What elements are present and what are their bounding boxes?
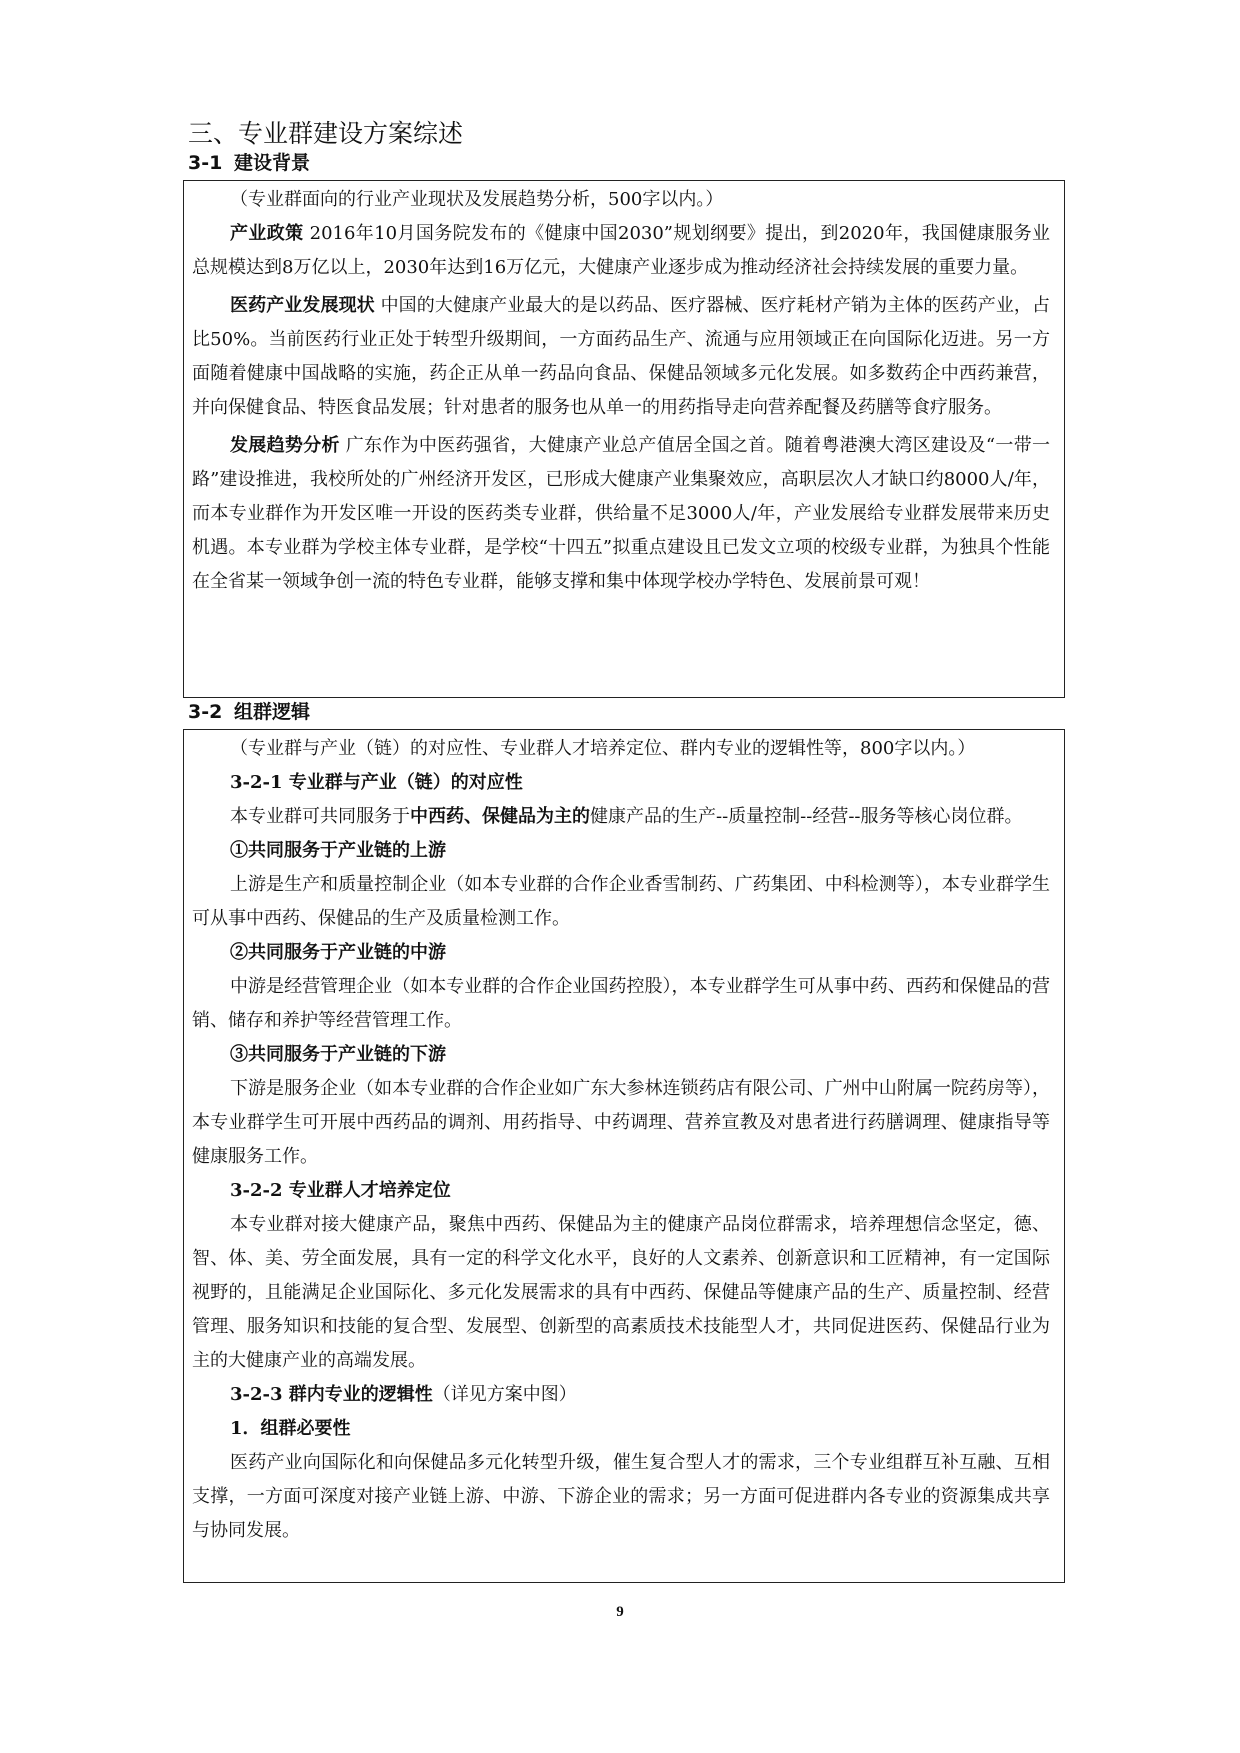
paragraph-lead: 产业政策 [230, 223, 304, 244]
paragraph-service-chain [192, 800, 1050, 834]
page-number: 9 [616, 1604, 624, 1620]
subsection-title: 组群逻辑 [234, 701, 311, 723]
section-title: 三、专业群建设方案综述 [188, 119, 464, 148]
heading-necessity: 1．组群必要性 [230, 1418, 351, 1439]
heading-midstream: ②共同服务于产业链的中游 [230, 942, 446, 963]
paragraph-midstream: 中游是经营管理企业（如本专业群的合作企业国药控股），本专业群学生可从事中药、西药和保健品的营销、储存和养护等经营管理工作。 [192, 976, 1050, 1031]
box-note: （专业群面向的行业产业现状及发展趋势分析，500字以内。） [230, 189, 724, 210]
paragraph-trend-analysis [192, 429, 1050, 599]
paragraph-lead: 发展趋势分析 [230, 435, 340, 456]
background-text-box [183, 180, 1065, 698]
group-logic-text-box [183, 729, 1065, 1583]
heading-3-2-3 [192, 1378, 1050, 1412]
paragraph-necessity: 医药产业向国际化和向保健品多元化转型升级，催生复合型人才的需求，三个专业组群互补互融、互相支撑，一方面可深度对接产业链上游、中游、下游企业的需求；另一方面可促进群内各专业的资源集成共享与协同发展。 [192, 1452, 1050, 1541]
subsection-number: 3-2 [188, 701, 223, 723]
heading-upstream: ①共同服务于产业链的上游 [230, 840, 446, 861]
heading-text: 3-2-3 群内专业的逻辑性 [230, 1384, 433, 1405]
heading-downstream: ③共同服务于产业链的下游 [230, 1044, 446, 1065]
paragraph-talent-positioning: 本专业群对接大健康产品，聚焦中西药、保健品为主的健康产品岗位群需求，培养理想信念坚定，德、智、体、美、劳全面发展，具有一定的科学文化水平，良好的人文素养、创新意识和工匠精神，有一定国际视野的，且能满足企业国际化、多元化发展需求的具有中西药、保健品等健康产品的生产、质量控制、经营管理、服务知识和技能的复合型、发展型、创新型的高素质技术技能型人才，共同促进医药、保健品行业为主的大健康产业的高端发展。 [192, 1214, 1050, 1371]
paragraph-upstream: 上游是生产和质量控制企业（如本专业群的合作企业香雪制药、广药集团、中科检测等），本专业群学生可从事中西药、保健品的生产及质量检测工作。 [192, 874, 1050, 929]
heading-3-2-1: 3-2-1 专业群与产业（链）的对应性 [230, 772, 523, 793]
paragraph-text: 健康产品的生产--质量控制--经营--服务等核心岗位群。 [590, 806, 1023, 827]
subsection-title: 建设背景 [234, 152, 311, 174]
paragraph-text: 本专业群可共同服务于 [230, 806, 410, 827]
heading-3-2-2: 3-2-2 专业群人才培养定位 [230, 1180, 451, 1201]
paragraph-emphasis: 中西药、保健品为主的 [410, 806, 590, 827]
paragraph-downstream: 下游是服务企业（如本专业群的合作企业如广东大参林连锁药店有限公司、广州中山附属一院药房等），本专业群学生可开展中西药品的调剂、用药指导、中药调理、营养宣教及对患者进行药膳调理、健康指导等健康服务工作。 [192, 1078, 1050, 1167]
paragraph-text: 中国的大健康产业最大的是以药品、医疗器械、医疗耗材产销为主体的医药产业，占比50%。当前医药行业正处于转型升级期间，一方面药品生产、流通与应用领域正在向国际化迈进。另一方面随着健康中国战略的实施，药企正从单一药品向食品、保健品领域多元化发展。如多数药企中西药兼营，并向保健食品、特医食品发展；针对患者的服务也从单一的用药指导走向营养配餐及药膳等食疗服务。 [192, 295, 1051, 418]
paragraph-lead: 医药产业发展现状 [230, 295, 375, 316]
box-note: （专业群与产业（链）的对应性、专业群人才培养定位、群内专业的逻辑性等，800字以内。） [230, 738, 976, 759]
paragraph-text: 广东作为中医药强省，大健康产业总产值居全国之首。随着粤港澳大湾区建设及“一带一路”建设推进，我校所处的广州经济开发区，已形成大健康产业集聚效应，高职层次人才缺口约8000人/年，而本专业群作为开发区唯一开设的医药类专业群，供给量不足3000人/年，产业发展给专业群发展带来历史机遇。本专业群为学校主体专业群，是学校“十四五”拟重点建设且已发文立项的校级专业群，为独具个性能在全省某一领域争创一流的特色专业群，能够支撑和集中体现学校办学特色、发展前景可观！ [192, 435, 1051, 592]
subsection-heading-3-1 [188, 150, 310, 176]
paragraph-industry-policy [192, 217, 1050, 285]
paragraph-text: 2016年10月国务院发布的《健康中国2030”规划纲要》提出，到2020年，我国健康服务业总规模达到8万亿以上，2030年达到16万亿元，大健康产业逐步成为推动经济社会持续发展的重要力量。 [192, 223, 1050, 278]
paragraph-industry-status [192, 289, 1050, 425]
heading-note: （详见方案中图） [432, 1384, 577, 1405]
subsection-heading-3-2 [188, 699, 310, 725]
subsection-number: 3-1 [188, 152, 223, 174]
